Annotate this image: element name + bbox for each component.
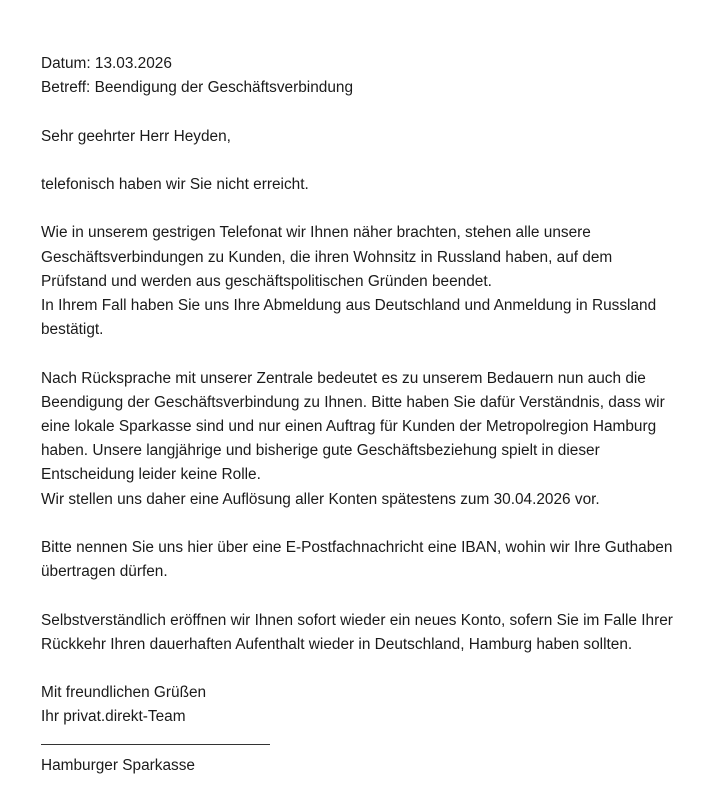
- paragraph-line: haben. Unsere langjährige und bisherige gute Geschäftsbeziehung spielt in dieser: [41, 442, 600, 460]
- paragraph-line: eine lokale Sparkasse sind und nur einen Auftrag für Kunden der Metropolregion Hamburg: [41, 417, 657, 435]
- paragraph-line: telefonisch haben wir Sie nicht erreicht.: [41, 175, 309, 193]
- paragraph-line: Beendigung der Geschäftsverbindung zu Ihnen. Bitte haben Sie dafür Verständnis, dass wir: [41, 393, 665, 411]
- paragraph-line: Rückkehr Ihren dauerhaften Aufenthalt wieder in Deutschland, Hamburg haben sollten.: [41, 635, 633, 653]
- paragraph-line: bestätigt.: [41, 321, 104, 339]
- paragraph-line: In Ihrem Fall haben Sie uns Ihre Abmeldung aus Deutschland und Anmeldung in Russland: [41, 296, 657, 314]
- paragraph-line: Prüfstand und werden aus geschäftspolitischen Gründen beendet.: [41, 272, 492, 290]
- paragraph-line: Wir stellen uns daher eine Auflösung aller Konten spätestens zum 30.04.2026 vor.: [41, 490, 600, 508]
- salutation: Sehr geehrter Herr Heyden,: [41, 127, 231, 145]
- paragraph-line: Bitte nennen Sie uns hier über eine E-Postfachnachricht eine IBAN, wohin wir Ihre Guthaben: [41, 538, 673, 556]
- paragraph-line: übertragen dürfen.: [41, 563, 168, 581]
- paragraph-line: Geschäftsverbindungen zu Kunden, die ihren Wohnsitz in Russland haben, auf dem: [41, 248, 613, 266]
- closing-institution: Hamburger Sparkasse: [41, 756, 195, 774]
- paragraph-termination: [41, 367, 713, 512]
- closing-team: Ihr privat.direkt-Team: [41, 708, 186, 726]
- letter: [41, 52, 713, 778]
- paragraph-line: Wie in unserem gestrigen Telefonat wir Ihnen näher brachten, stehen alle unsere: [41, 224, 591, 242]
- paragraph-reopen-offer: [41, 609, 713, 657]
- paragraph-line: Entscheidung leider keine Rolle.: [41, 466, 261, 484]
- subject-line: Betreff: Beendigung der Geschäftsverbindung: [41, 79, 354, 97]
- paragraph-intro: [41, 173, 713, 197]
- paragraph-iban-request: [41, 536, 713, 584]
- paragraph-russia-review: [41, 221, 713, 342]
- closing-greeting: Mit freundlichen Grüßen: [41, 684, 207, 702]
- paragraph-line: Selbstverständlich eröffnen wir Ihnen sofort wieder ein neues Konto, sofern Sie im Falle Ihrer: [41, 611, 673, 629]
- signature-line: [41, 744, 270, 745]
- paragraph-line: Nach Rücksprache mit unserer Zentrale bedeutet es zu unserem Bedauern nun auch die: [41, 369, 646, 387]
- date-line: Datum: 13.03.2026: [41, 55, 172, 72]
